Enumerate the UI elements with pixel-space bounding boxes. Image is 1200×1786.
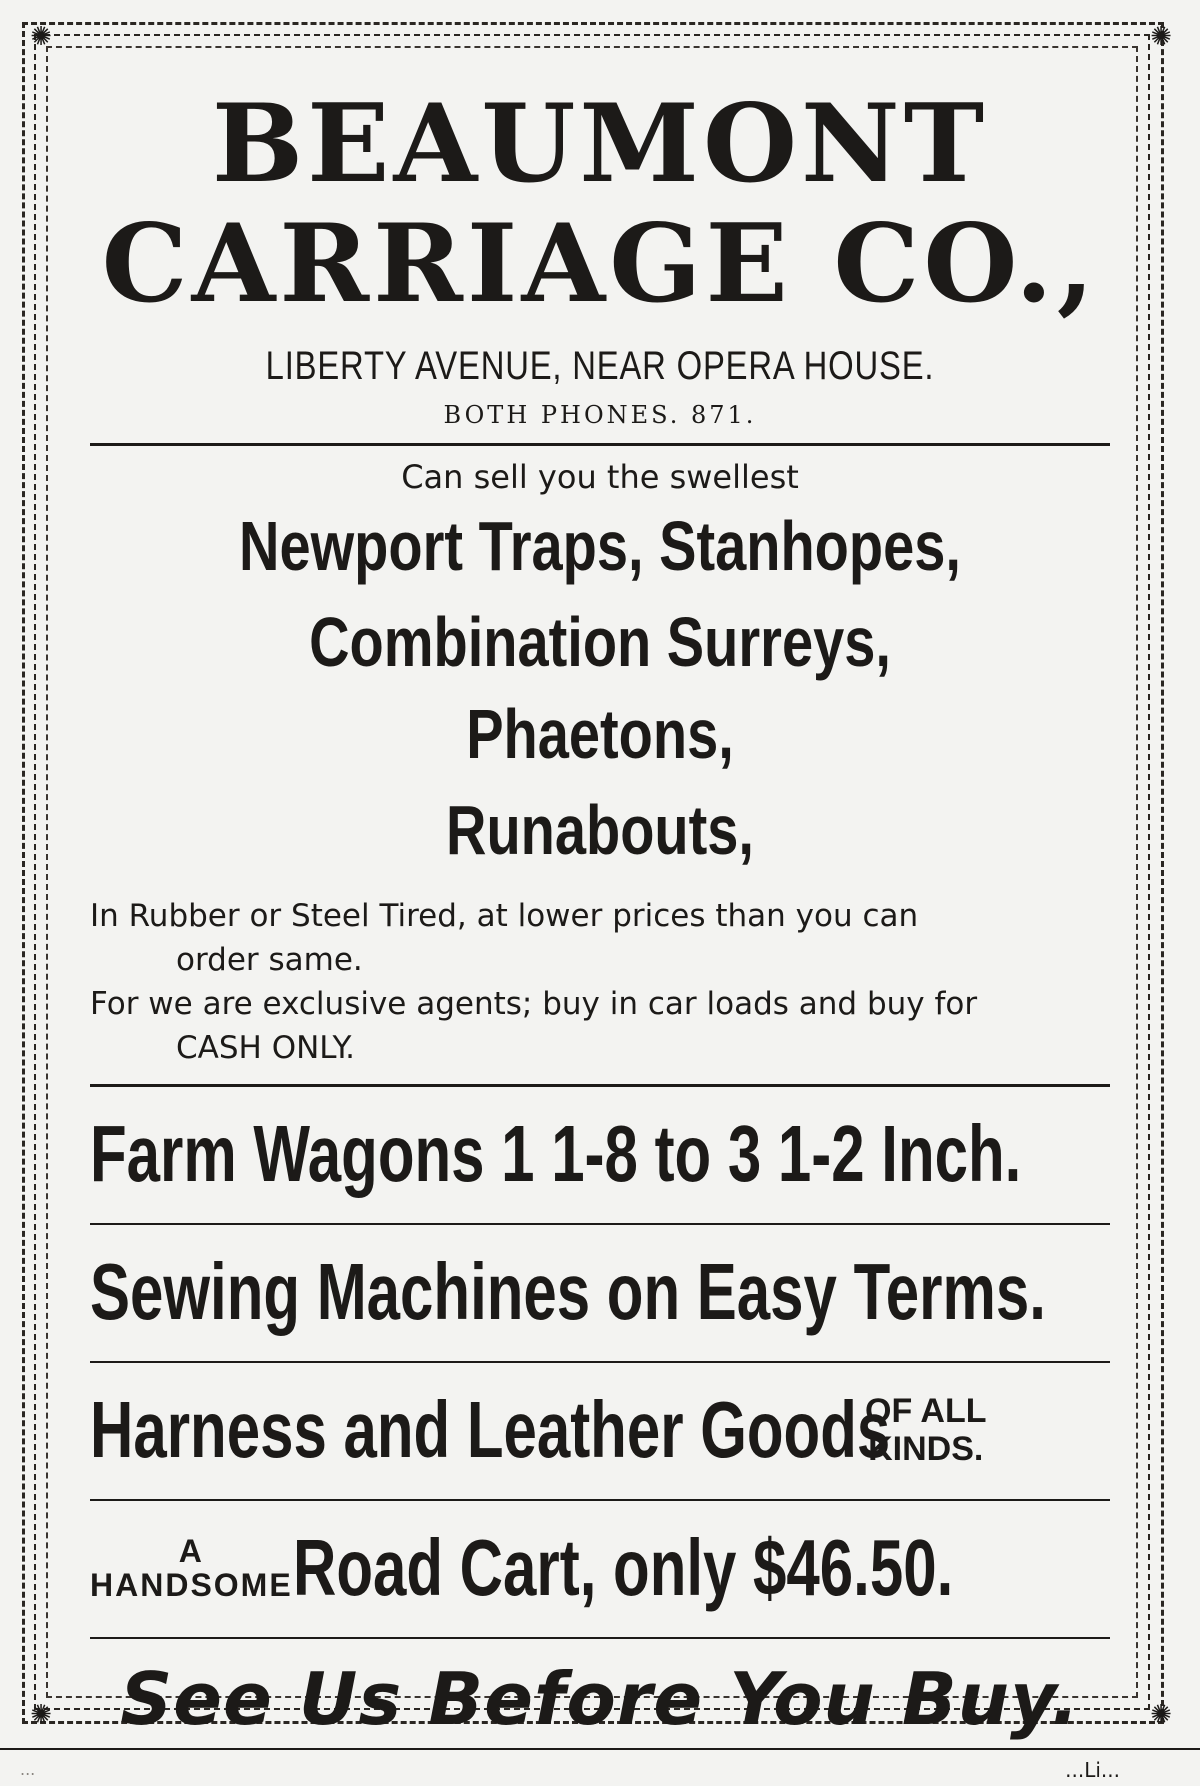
company-name-line1: BEAUMONT (211, 81, 989, 207)
ad-content (90, 80, 1110, 1741)
divider (90, 1499, 1110, 1501)
company-address: LIBERTY AVENUE, NEAR OPERA HOUSE. (265, 344, 935, 388)
offer-lead: Can sell you the swellest (401, 458, 799, 496)
sewing-machines-line: Sewing Machines on Easy Terms. (90, 1247, 1046, 1336)
company-phones: BOTH PHONES. 871. (443, 401, 757, 429)
harness-line (90, 1375, 1110, 1485)
terms-line: For we are exclusive agents; buy in car loads and buy for (90, 986, 978, 1022)
corner-ornament-icon: ✺ (30, 1700, 52, 1730)
harness-text: Harness and Leather Goods (90, 1385, 891, 1474)
divider (90, 1084, 1110, 1087)
page-bottom-rule (0, 1748, 1200, 1750)
vehicles-line: Combination Surreys, Phaetons, (309, 603, 891, 773)
terms-line: CASH ONLY. (176, 1030, 355, 1066)
vehicles-line: Newport Traps, Stanhopes, (239, 507, 961, 585)
road-cart-text: Road Cart, only $46.50. (292, 1523, 953, 1612)
offer-terms (90, 894, 1110, 1070)
divider (90, 1223, 1110, 1225)
divider (90, 1637, 1110, 1639)
corner-ornament-icon: ✺ (30, 22, 52, 52)
road-cart-prefix: A HANDSOME (90, 1533, 293, 1603)
corner-ornament-icon: ✺ (1150, 1700, 1172, 1730)
company-name-line2: CARRIAGE CO., (101, 201, 1099, 327)
vehicles-line: Runabouts, (446, 791, 754, 869)
farm-wagons-line: Farm Wagons 1 1-8 to 3 1-2 Inch. (90, 1109, 1022, 1198)
divider (90, 443, 1110, 446)
harness-suffix: OF ALL KINDS. (865, 1392, 987, 1468)
terms-line: order same. (176, 942, 363, 978)
terms-line: In Rubber or Steel Tired, at lower prices than you can (90, 898, 919, 934)
corner-ornament-icon: ✺ (1150, 22, 1172, 52)
divider (90, 1361, 1110, 1363)
footer-fragment-right: ...Li... (1065, 1758, 1120, 1782)
closing-slogan: See Us Before You Buy. (120, 1657, 1080, 1741)
road-cart-line (90, 1513, 1110, 1623)
footer-fragment-left: ... (20, 1760, 36, 1779)
